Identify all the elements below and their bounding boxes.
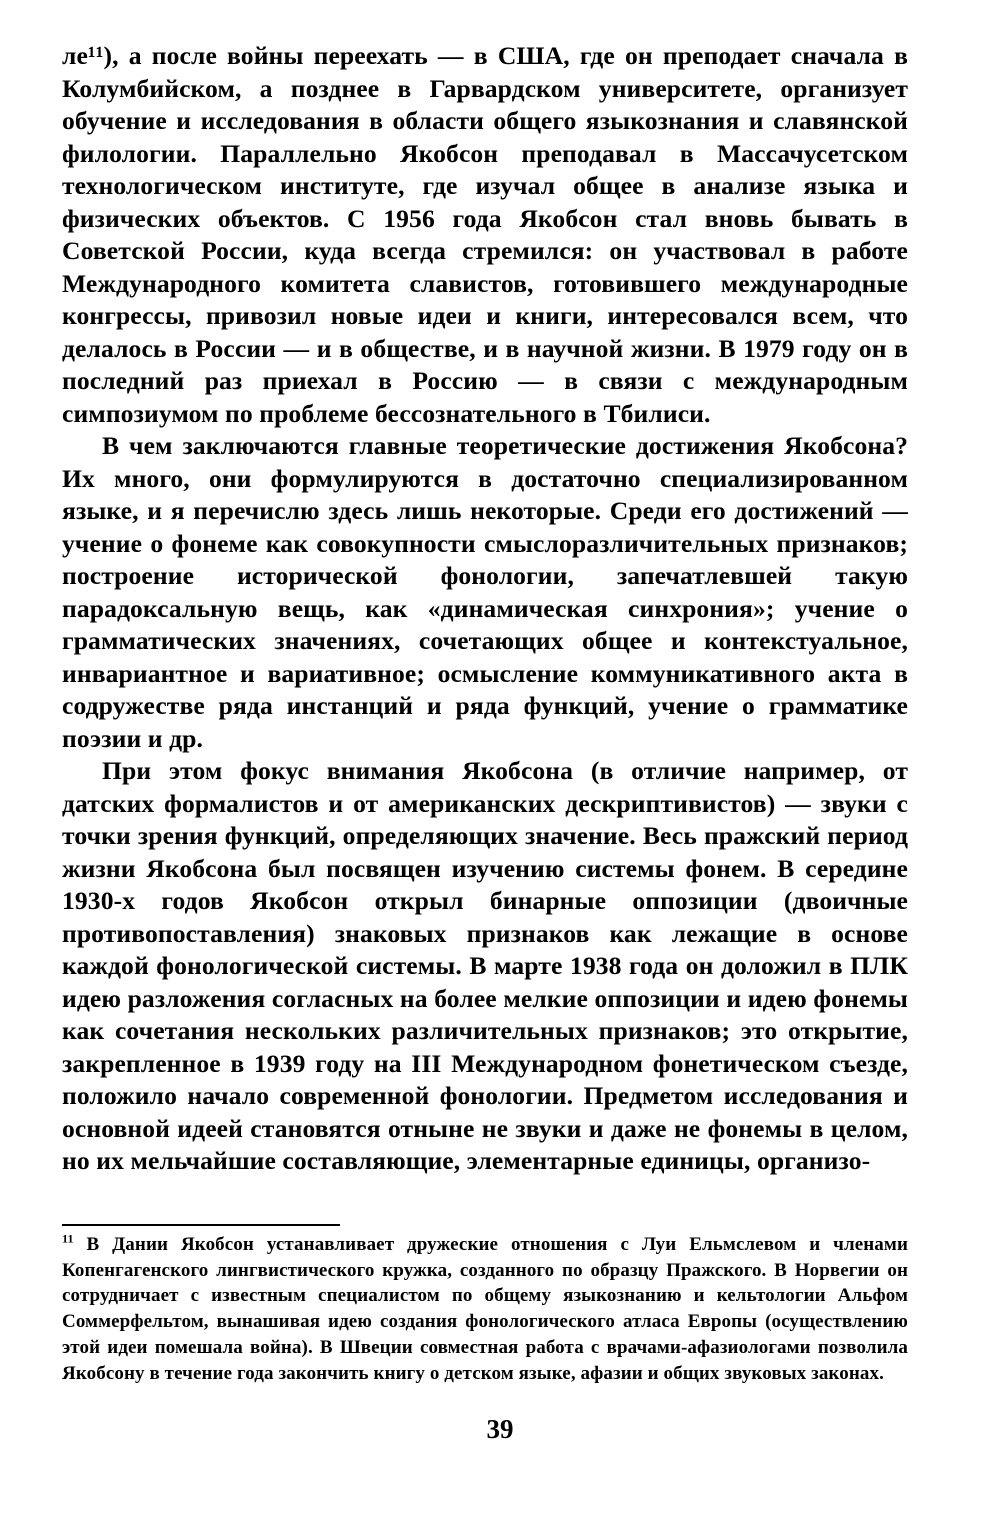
paragraph-2: В чем заключаются главные теоретические достижения Якобсона? Их много, они формулируются в достаточно специализированном языке, и я перечислю здесь лишь некоторые. Среди его достижений — учение о фонеме как совокупности смыслоразличительных признаков; построение исторической фонологии, запечатлевшей такую парадоксальную вещь, как «динамическая синхрония»; учение о грамматических значениях, сочетающих общее и контекстуальное, инвариантное и вариативное; осмысление коммуникативного акта в содружестве ряда инстанций и ряда функций, учение о грамматике поэзии и др. <box>62 431 908 753</box>
footnote-divider <box>62 1224 340 1226</box>
paragraph-1: ле¹¹), а после войны переехать — в США, где он преподает сначала в Колумбийском, а позднее в Гарвардском университете, организует обучение и исследования в области общего языкознания и славянской филологии. Параллельно Якобсон преподавал в Массачусетском технологическом институте, где изучал общее в анализе языка и физических объектов. С 1956 года Якобсон стал вновь бывать в Советской России, куда всегда стремился: он участвовал в работе Международного комитета славистов, готовившего международные конгрессы, привозил новые идеи и книги, интересовался всем, что делалось в России — и в обществе, и в научной жизни. В 1979 году он в последний раз приехал в Россию — в связи с международным симпозиумом по проблеме бессознательного в Тбилиси. <box>62 41 908 428</box>
footnote <box>62 1232 908 1386</box>
page-body <box>62 40 908 1178</box>
main-text <box>62 40 908 1178</box>
page-number: 39 <box>486 1414 514 1444</box>
paragraph-3: При этом фокус внимания Якобсона (в отличие например, от датских формалистов и от американских дескриптивистов) — звуки с точки зрения функций, определяющих значение. Весь пражский период жизни Якобсона был посвящен изучению системы фонем. В середине 1930-х годов Якобсон открыл бинарные оппозиции (двоичные противопоставления) знаковых признаков как лежащие в основе каждой фонологической системы. В марте 1938 года он доложил в ПЛК идею разложения согласных на более мелкие оппозиции и идею фонемы как сочетания нескольких различительных признаков; это открытие, закрепленное в 1939 году на III Международном фонетическом съезде, положило начало современной фонологии. Предметом исследования и основной идеей становятся отныне не звуки и даже не фонемы в целом, но их мельчайшие составляющие, элементарные единицы, организо- <box>62 756 908 1175</box>
footnote-text: В Дании Якобсон устанавливает дружеские отношения с Луи Ельмслевом и членами Копенгагенского лингвистического кружка, созданного по образцу Пражского. В Норвегии он сотрудничает с известным специалистом по общему языкознанию и кельтологии Альфом Соммерфельтом, вынашивая идею создания фонологического атласа Европы (осуществлению этой идеи помешала война). В Швеции совместная работа с врачами-афазиологами позволила Якобсону в течение года закончить книгу о детском языке, афазии и общих звуковых законах. <box>62 1234 908 1384</box>
footnote-marker: 11 <box>62 1231 74 1246</box>
